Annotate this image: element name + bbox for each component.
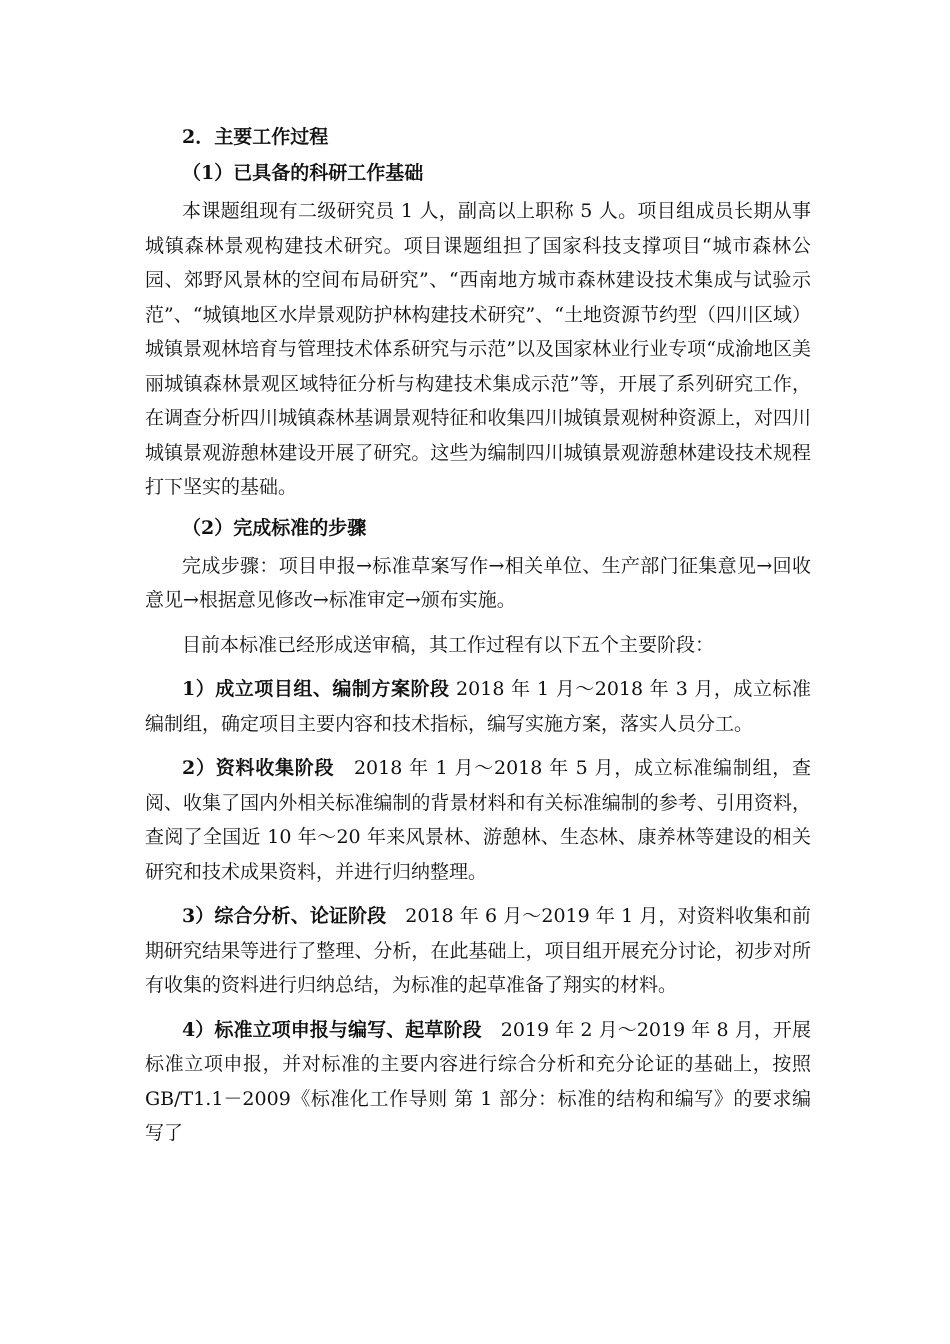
document-body xyxy=(145,124,811,1161)
stage-text: 2018 年 6 月～2019 年 1 月，对资料收集和前期研究结果等进行了整理、分析，在此基础上，项目组开展充分讨论，初步对所有收集的资料进行归纳总结，为标准的起草准备了翔实的材料。 xyxy=(145,905,811,996)
research-basis-paragraph: 本课题组现有二级研究员 1 人，副高以上职称 5 人。项目组成员长期从事城镇森林景观构建技术研究。项目课题组担了国家科技支撑项目“城市森林公园、郊野风景林的空间布局研究”、“西南地方城市森林建设技术集成与试验示范”、“城镇地区水岸景观防护林构建技术研究”、“土地资源节约型（四川区域）城镇景观林培育与管理技术体系研究与示范”以及国家林业行业专项“成渝地区美丽城镇森林景观区域特征分析与构建技术集成示范”等，开展了系列研究工作，在调查分析四川城镇森林基调景观特征和收集四川城镇景观树种资源上，对四川城镇景观游憩林建设开展了研究。这些为编制四川城镇景观游憩林建设技术规程打下坚实的基础。 xyxy=(145,200,811,498)
status-paragraph: 目前本标准已经形成送审稿，其工作过程有以下五个主要阶段： xyxy=(182,633,715,656)
stage-paragraph xyxy=(145,751,811,889)
stage-paragraph xyxy=(145,899,811,1003)
stage-title: 3）综合分析、论证阶段 xyxy=(182,905,387,927)
steps-paragraph: 完成步骤：项目申报→标准草案写作→相关单位、生产部门征集意见→回收意见→根据意见修改→标准审定→颁布实施。 xyxy=(145,554,811,611)
stage-paragraph xyxy=(145,672,811,741)
subsection-heading-research-basis: （1）已具备的科研工作基础 xyxy=(182,162,424,184)
stage-text: 2019 年 2 月～2019 年 8 月，开展标准立项申报，并对标准的主要内容进行综合分析和充分论证的基础上，按照 GB/T1.1－2009《标准化工作导则 第 1 部分：标准的结构和编写》的要求编写了 xyxy=(145,1018,811,1144)
stage-title: 2）资料收集阶段 xyxy=(182,757,335,779)
section-heading: 2．主要工作过程 xyxy=(182,126,329,148)
stage-text: 2018 年 1 月～2018 年 5 月，成立标准编制组，查阅、收集了国内外相关标准编制的背景材料和有关标准编制的参考、引用资料，查阅了全国近 10 年～20 年来风景林、游憩林、生态林、康养林等建设的相关研究和技术成果资料，并进行归纳整理。 xyxy=(145,757,811,883)
stage-title: 1）成立项目组、编制方案阶段 xyxy=(182,678,450,700)
stage-text: 2018 年 1 月～2018 年 3 月，成立标准编制组，确定项目主要内容和技术指标，编写实施方案，落实人员分工。 xyxy=(145,678,811,735)
subsection-heading-steps: （2）完成标准的步骤 xyxy=(182,516,367,539)
stage-title: 4）标准立项申报与编写、起草阶段 xyxy=(182,1018,482,1041)
stage-paragraph xyxy=(145,1013,811,1151)
